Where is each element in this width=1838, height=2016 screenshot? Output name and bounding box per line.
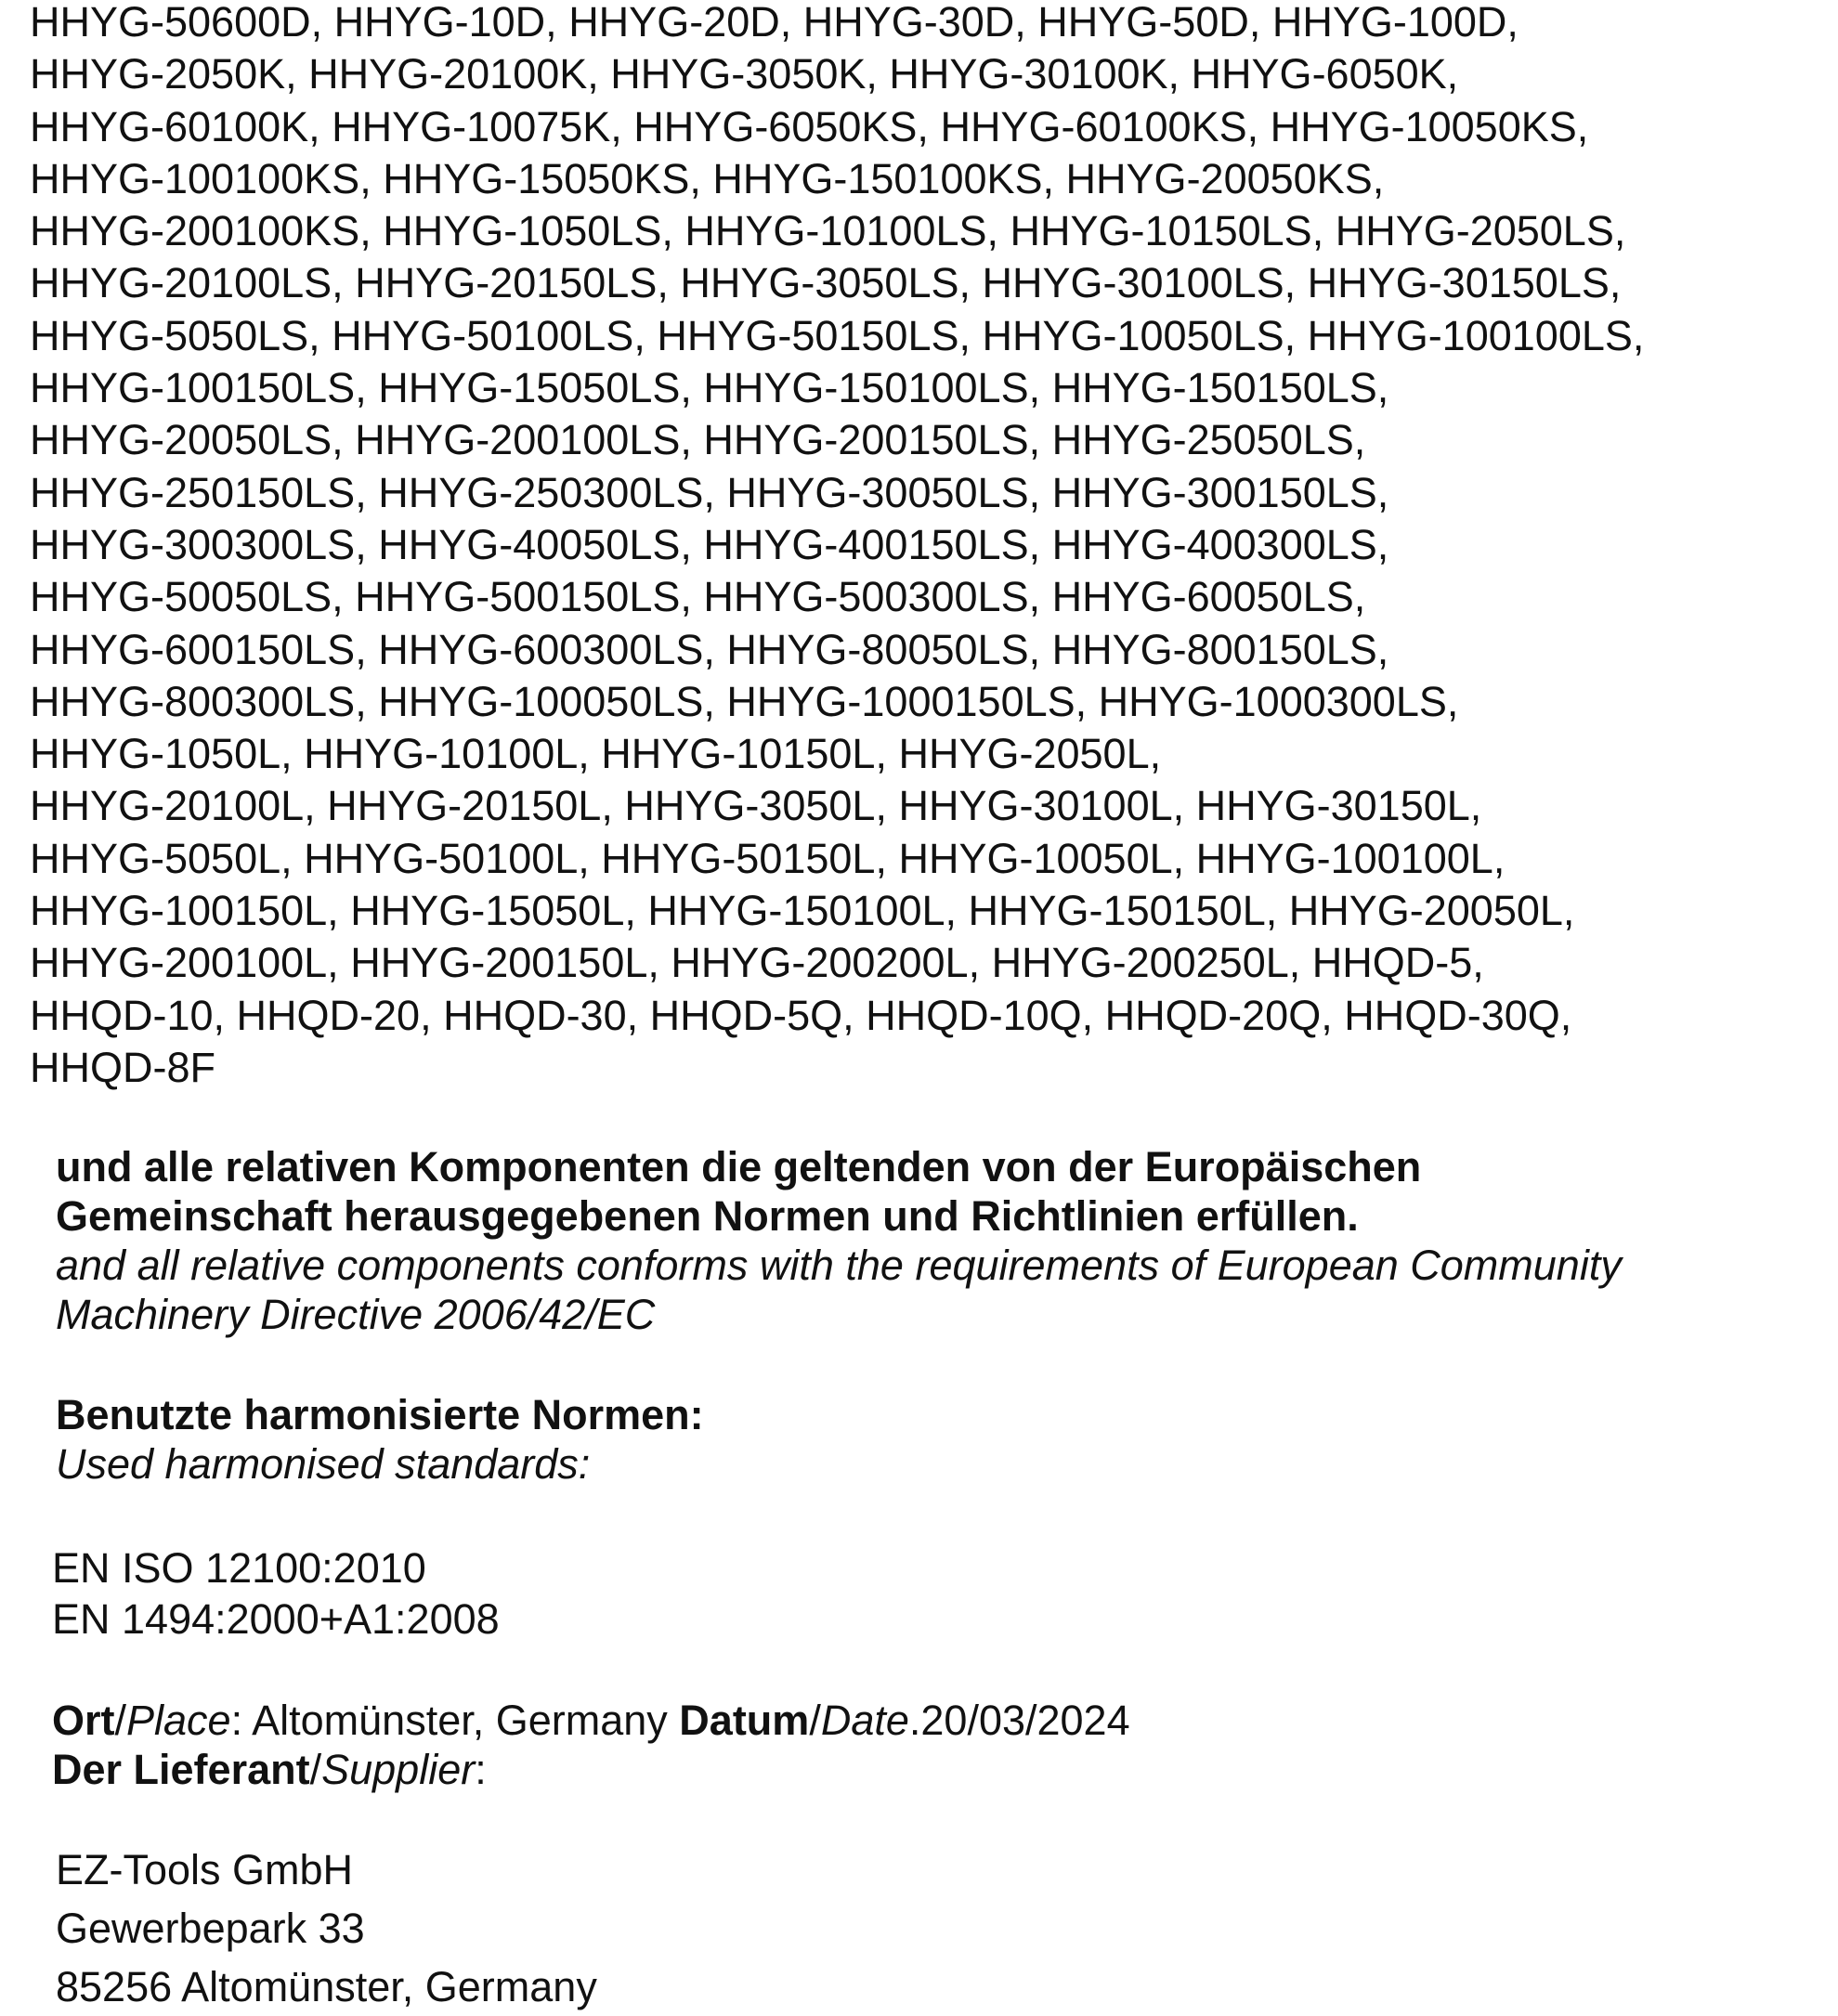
place-label-de: Ort [52,1697,115,1744]
supplier-label-en: Supplier [321,1746,476,1793]
standards-heading [56,1390,704,1489]
standards-heading-de: Benutzte harmonisierte Normen: [56,1391,704,1438]
conformity-de-line: Gemeinschaft herausgegebenen Normen und Richtlinien erfüllen. [56,1192,1359,1240]
place-value: : Altomünster, Germany [230,1697,680,1744]
model-line: HHYG-200100KS, HHYG-1050LS, HHYG-10100LS, HHYG-10150LS, HHYG-2050LS, [30,207,1626,255]
conformity-de-line: und alle relativen Komponenten die geltenden von der Europäischen [56,1143,1422,1190]
model-line: HHYG-50600D, HHYG-10D, HHYG-20D, HHYG-30D, HHYG-50D, HHYG-100D, [30,0,1519,46]
model-line: HHYG-60100K, HHYG-10075K, HHYG-6050KS, HHYG-60100KS, HHYG-10050KS, [30,102,1589,150]
model-list [30,0,1813,1094]
model-line: HHYG-100150L, HHYG-15050L, HHYG-150100L, HHYG-150150L, HHYG-20050L, [30,887,1575,935]
supplier-city: 85256 Altomünster, Germany [56,1963,597,2010]
model-line: HHYG-600150LS, HHYG-600300LS, HHYG-80050LS, HHYG-800150LS, [30,625,1389,673]
model-line: HHQD-8F [30,1043,215,1091]
date-label-de: Datum [679,1697,810,1744]
supplier-label-separator: / [309,1746,322,1793]
model-line: HHYG-100150LS, HHYG-15050LS, HHYG-150100LS, HHYG-150150LS, [30,364,1389,412]
model-line: HHYG-20050LS, HHYG-200100LS, HHYG-200150LS, HHYG-25050LS, [30,416,1366,464]
model-line: HHYG-20100LS, HHYG-20150LS, HHYG-3050LS, HHYG-30100LS, HHYG-30150LS, [30,259,1622,307]
model-line: HHYG-5050L, HHYG-50100L, HHYG-50150L, HHYG-10050L, HHYG-100100L, [30,834,1506,882]
place-label-en: Place [126,1697,231,1744]
supplier-name: EZ-Tools GmbH [56,1846,354,1893]
date-value: .20/03/2024 [908,1697,1130,1744]
supplier-label-line [52,1745,1130,1794]
model-line: HHYG-800300LS, HHYG-100050LS, HHYG-1000150LS, HHYG-1000300LS, [30,677,1459,725]
standards-list [52,1542,500,1645]
supplier-label-de: Der Lieferant [52,1746,310,1793]
model-line: HHYG-200100L, HHYG-200150L, HHYG-200200L, HHYG-200250L, HHQD-5, [30,939,1484,987]
place-date-line [52,1696,1130,1745]
supplier-label-suffix: : [475,1746,487,1793]
standard-item: EN ISO 12100:2010 [52,1544,426,1592]
date-separator: / [809,1697,821,1744]
model-line: HHYG-20100L, HHYG-20150L, HHYG-3050L, HHYG-30100L, HHYG-30150L, [30,782,1482,830]
conformity-en-line: and all relative components conforms with the requirements of European Community [56,1242,1622,1289]
model-line: HHQD-10, HHQD-20, HHQD-30, HHQD-5Q, HHQD-10Q, HHQD-20Q, HHQD-30Q, [30,991,1572,1039]
model-line: HHYG-300300LS, HHYG-40050LS, HHYG-400150LS, HHYG-400300LS, [30,520,1389,568]
standard-item: EN 1494:2000+A1:2008 [52,1595,500,1643]
model-line: HHYG-5050LS, HHYG-50100LS, HHYG-50150LS, HHYG-10050LS, HHYG-100100LS, [30,311,1645,359]
supplier-street: Gewerbepark 33 [56,1905,365,1952]
date-label-en: Date [820,1697,909,1744]
supplier-address [56,1840,597,2016]
place-separator: / [114,1697,127,1744]
conformity-en-line: Machinery Directive 2006/42/EC [56,1291,656,1338]
model-line: HHYG-1050L, HHYG-10100L, HHYG-10150L, HHYG-2050L, [30,730,1162,778]
model-line: HHYG-50050LS, HHYG-500150LS, HHYG-500300LS, HHYG-60050LS, [30,573,1366,621]
standards-heading-en: Used harmonised standards: [56,1440,591,1488]
conformity-statement [56,1142,1802,1339]
model-line: HHYG-2050K, HHYG-20100K, HHYG-3050K, HHYG-30100K, HHYG-6050K, [30,50,1459,98]
model-line: HHYG-250150LS, HHYG-250300LS, HHYG-30050LS, HHYG-300150LS, [30,468,1389,516]
place-date-block [52,1696,1130,1794]
model-line: HHYG-100100KS, HHYG-15050KS, HHYG-150100KS, HHYG-20050KS, [30,154,1385,202]
